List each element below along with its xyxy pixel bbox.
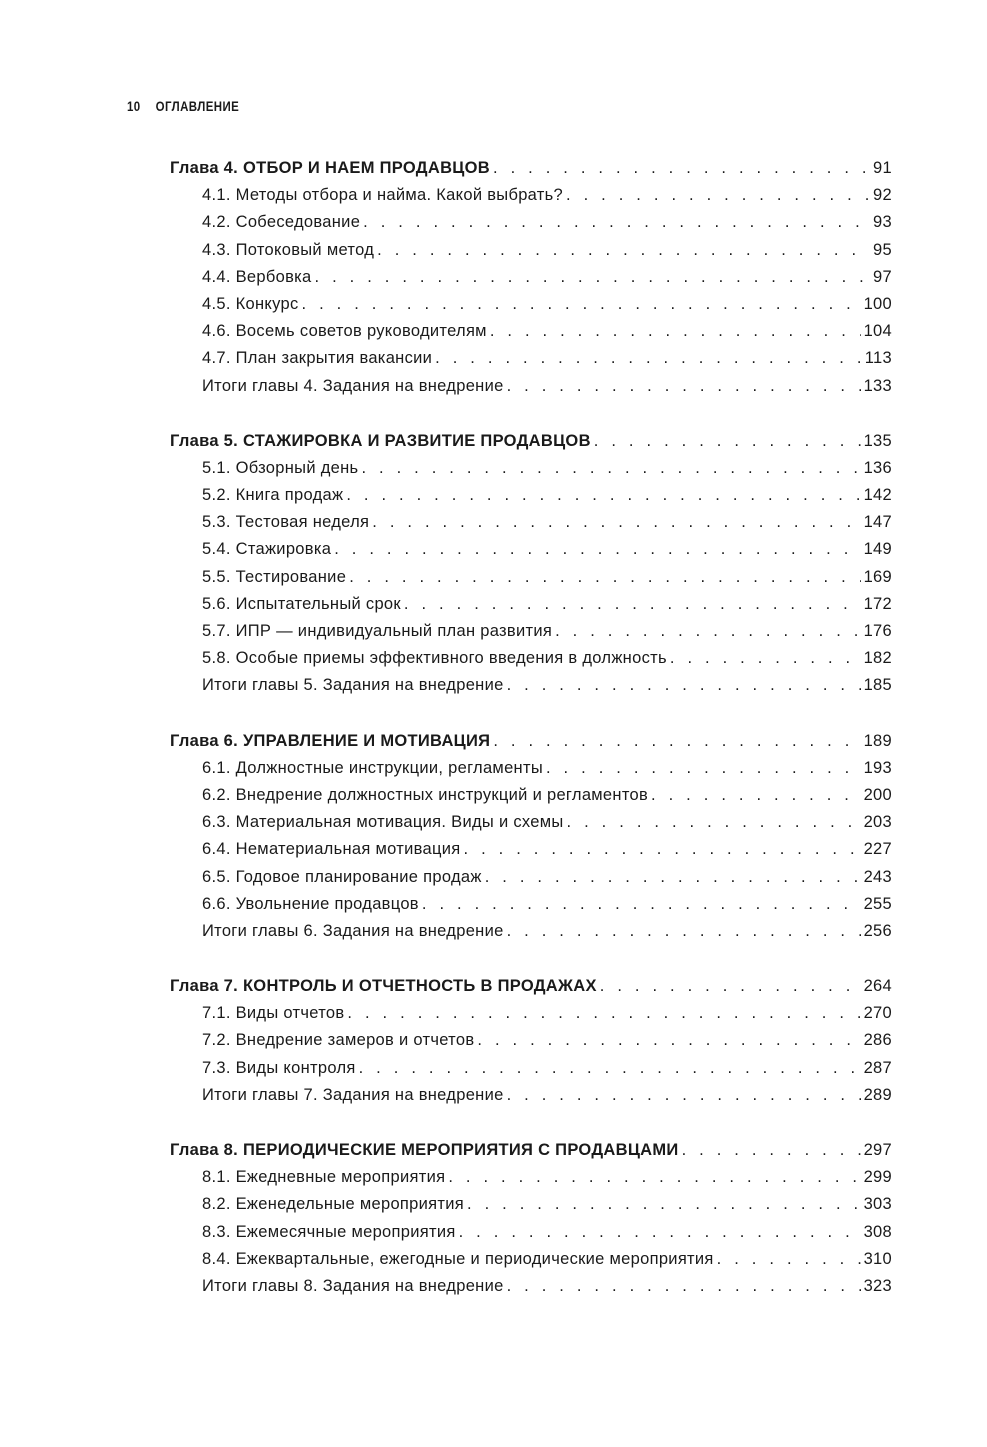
entry-title: 4.4. Вербовка <box>202 267 312 286</box>
entry-title: 7.1. Виды отчетов <box>202 1004 345 1023</box>
dot-leader <box>490 318 861 345</box>
page-ref: 308 <box>863 1222 892 1241</box>
toc-entry[interactable] <box>170 373 892 400</box>
entry-title: Итоги главы 5. Задания на внедрение <box>202 676 504 695</box>
toc-entry[interactable] <box>170 836 892 863</box>
dot-leader <box>507 1273 861 1300</box>
dot-leader <box>349 564 860 591</box>
dot-leader <box>346 482 860 509</box>
dot-leader <box>302 291 861 318</box>
toc-entry[interactable] <box>170 345 892 372</box>
toc-entry[interactable] <box>170 1055 892 1082</box>
dot-leader <box>467 1191 861 1218</box>
page-ref: 323 <box>863 1276 892 1295</box>
dot-leader <box>670 645 861 672</box>
page-ref: 255 <box>863 894 892 913</box>
dot-leader <box>361 455 860 482</box>
entry-title: 8.2. Еженедельные мероприятия <box>202 1195 465 1214</box>
chapter-heading[interactable] <box>170 728 892 755</box>
dot-leader <box>717 1246 861 1273</box>
running-title: ОГЛАВЛЕНИЕ <box>155 98 240 114</box>
chapter-prefix: Глава 5. <box>170 431 239 450</box>
page-ref: 100 <box>863 294 892 313</box>
toc-entry[interactable] <box>170 1219 892 1246</box>
toc-entry[interactable] <box>170 482 892 509</box>
toc-entry[interactable] <box>170 1164 892 1191</box>
page-ref: 147 <box>863 513 892 532</box>
dot-leader <box>359 1055 861 1082</box>
dot-leader <box>507 373 861 400</box>
chapter-name: ОТБОР И НАЕМ ПРОДАВЦОВ <box>242 159 490 177</box>
toc-entry[interactable] <box>170 618 892 645</box>
page-ref: 135 <box>863 431 892 450</box>
dot-leader <box>477 1027 860 1054</box>
entry-title: 5.5. Тестирование <box>202 567 347 586</box>
dot-leader <box>315 264 871 291</box>
page-ref: 227 <box>863 840 892 859</box>
toc-entry[interactable] <box>170 782 892 809</box>
entry-title: 7.3. Виды контроля <box>202 1058 356 1077</box>
entry-title: 4.7. План закрытия вакансии <box>202 349 433 368</box>
chapter-title <box>170 1137 679 1164</box>
toc-entry[interactable] <box>170 645 892 672</box>
toc-entry[interactable] <box>170 809 892 836</box>
toc-entry[interactable] <box>170 1246 892 1273</box>
toc-entry[interactable] <box>170 864 892 891</box>
entry-title: Итоги главы 6. Задания на внедрение <box>202 921 504 940</box>
toc-entry[interactable] <box>170 509 892 536</box>
dot-leader <box>493 155 870 182</box>
toc-entry[interactable] <box>170 264 892 291</box>
dot-leader <box>682 1137 861 1164</box>
entry-title: 5.3. Тестовая неделя <box>202 513 370 532</box>
chapter-prefix: Глава 8. <box>170 1141 239 1159</box>
toc-entry[interactable] <box>170 672 892 699</box>
page-ref: 149 <box>863 540 892 559</box>
dot-leader <box>459 1219 861 1246</box>
dot-leader <box>435 345 862 372</box>
chapter-title <box>170 728 490 755</box>
page-ref: 287 <box>863 1058 892 1077</box>
page-ref: 203 <box>863 813 892 832</box>
dot-leader <box>422 891 861 918</box>
dot-leader <box>485 864 861 891</box>
page-ref: 95 <box>873 240 892 259</box>
dot-leader <box>377 237 870 264</box>
table-of-contents <box>170 155 892 1328</box>
dot-leader <box>363 209 870 236</box>
entry-title: 5.7. ИПР — индивидуальный план развития <box>202 622 553 640</box>
page-ref: 136 <box>863 458 892 477</box>
chapter-heading[interactable] <box>170 973 892 1000</box>
page-number: 10 <box>127 98 141 114</box>
page-ref: 176 <box>863 622 892 640</box>
dot-leader <box>464 836 861 863</box>
page-ref: 264 <box>863 977 892 996</box>
dot-leader <box>493 728 860 755</box>
entry-title: 4.1. Методы отбора и найма. Какой выбрать? <box>202 186 564 205</box>
toc-entry[interactable] <box>170 1191 892 1218</box>
toc-entry[interactable] <box>170 1027 892 1054</box>
entry-title: 4.6. Восемь советов руководителям <box>202 322 487 341</box>
page-ref: 303 <box>863 1195 892 1214</box>
entry-title: 6.2. Внедрение должностных инструкций и регламентов <box>202 785 649 804</box>
chapter-section <box>170 428 892 700</box>
toc-entry[interactable] <box>170 237 892 264</box>
chapter-name: КОНТРОЛЬ И ОТЧЕТНОСТЬ В ПРОДАЖАХ <box>242 977 597 996</box>
entry-title: Итоги главы 7. Задания на внедрение <box>202 1085 504 1104</box>
toc-entry[interactable] <box>170 209 892 236</box>
entry-title: 6.3. Материальная мотивация. Виды и схемы <box>202 813 564 832</box>
page-ref: 185 <box>863 676 892 695</box>
dot-leader <box>347 1000 860 1027</box>
page-ref: 270 <box>863 1004 892 1023</box>
dot-leader <box>567 809 861 836</box>
toc-entry[interactable] <box>170 318 892 345</box>
toc-entry[interactable] <box>170 1082 892 1109</box>
toc-entry[interactable] <box>170 918 892 945</box>
chapter-heading[interactable] <box>170 428 892 455</box>
page-ref: 97 <box>873 267 892 286</box>
dot-leader <box>334 536 860 563</box>
chapter-name: ПЕРИОДИЧЕСКИЕ МЕРОПРИЯТИЯ С ПРОДАВЦАМИ <box>242 1141 679 1159</box>
toc-entry[interactable] <box>170 1273 892 1300</box>
page-ref: 142 <box>863 486 892 505</box>
entry-title: Итоги главы 4. Задания на внедрение <box>202 376 504 395</box>
entry-title: 5.6. Испытательный срок <box>202 594 401 613</box>
entry-title: 4.3. Потоковый метод <box>202 240 375 259</box>
dot-leader <box>600 973 861 1000</box>
dot-leader <box>555 618 860 645</box>
entry-title: 8.4. Ежеквартальные, ежегодные и периодические мероприятия <box>202 1249 714 1268</box>
dot-leader <box>507 1082 861 1109</box>
page-ref: 286 <box>863 1031 892 1050</box>
dot-leader <box>546 755 861 782</box>
page-ref: 113 <box>864 349 892 368</box>
page-ref: 92 <box>873 186 892 205</box>
chapter-title <box>170 973 597 1000</box>
entry-title: 5.2. Книга продаж <box>202 486 344 505</box>
toc-entry[interactable] <box>170 182 892 209</box>
toc-entry[interactable] <box>170 564 892 591</box>
page-ref: 310 <box>863 1249 892 1268</box>
dot-leader <box>448 1164 860 1191</box>
chapter-heading[interactable] <box>170 1137 892 1164</box>
entry-title: 6.5. Годовое планирование продаж <box>202 867 482 886</box>
dot-leader <box>566 182 870 209</box>
chapter-prefix: Глава 7. <box>170 977 239 996</box>
entry-title: 5.8. Особые приемы эффективного введения в должность <box>202 649 667 668</box>
chapter-name: УПРАВЛЕНИЕ И МОТИВАЦИЯ <box>242 731 491 750</box>
page-ref: 104 <box>863 322 892 341</box>
toc-entry[interactable] <box>170 591 892 618</box>
entry-title: 6.4. Нематериальная мотивация <box>202 840 461 859</box>
chapter-section <box>170 728 892 946</box>
entry-title: 7.2. Внедрение замеров и отчетов <box>202 1031 475 1050</box>
page-ref: 256 <box>863 921 892 940</box>
dot-leader <box>404 591 861 618</box>
page-ref: 297 <box>863 1141 892 1159</box>
chapter-section <box>170 155 892 400</box>
entry-title: 8.1. Ежедневные мероприятия <box>202 1168 446 1187</box>
page-ref: 189 <box>863 731 892 750</box>
page-ref: 200 <box>863 785 892 804</box>
entry-title: 4.5. Конкурс <box>202 294 299 313</box>
toc-entry[interactable] <box>170 455 892 482</box>
toc-entry[interactable] <box>170 536 892 563</box>
toc-entry[interactable] <box>170 1000 892 1027</box>
page-ref: 93 <box>873 213 892 232</box>
entry-title: 5.4. Стажировка <box>202 540 332 559</box>
chapter-title <box>170 428 591 455</box>
dot-leader <box>372 509 860 536</box>
page-ref: 299 <box>863 1168 892 1187</box>
page-ref: 169 <box>863 567 892 586</box>
entry-title: 4.2. Собеседование <box>202 213 361 232</box>
chapter-name: СТАЖИРОВКА И РАЗВИТИЕ ПРОДАВЦОВ <box>242 431 591 450</box>
entry-title: Итоги главы 8. Задания на внедрение <box>202 1276 504 1295</box>
page-ref: 133 <box>863 376 892 395</box>
chapter-heading[interactable] <box>170 155 892 182</box>
toc-entry[interactable] <box>170 755 892 782</box>
chapter-section <box>170 973 892 1109</box>
entry-title: 6.1. Должностные инструкции, регламенты <box>202 758 543 777</box>
page-ref: 182 <box>863 649 892 668</box>
dot-leader <box>507 672 861 699</box>
page-ref: 193 <box>863 758 892 777</box>
dot-leader <box>507 918 861 945</box>
page-header <box>127 98 239 114</box>
chapter-title <box>170 155 490 182</box>
page-ref: 289 <box>863 1085 892 1104</box>
dot-leader <box>651 782 861 809</box>
entry-title: 5.1. Обзорный день <box>202 458 359 477</box>
page-ref: 172 <box>863 594 892 613</box>
chapter-prefix: Глава 4. <box>170 159 239 177</box>
chapter-prefix: Глава 6. <box>170 731 239 750</box>
page-ref: 243 <box>863 867 892 886</box>
chapter-section <box>170 1137 892 1300</box>
entry-title: 8.3. Ежемесячные мероприятия <box>202 1222 456 1241</box>
page-ref: 91 <box>873 159 892 177</box>
toc-entry[interactable] <box>170 891 892 918</box>
dot-leader <box>594 428 861 455</box>
toc-entry[interactable] <box>170 291 892 318</box>
entry-title: 6.6. Увольнение продавцов <box>202 894 419 913</box>
